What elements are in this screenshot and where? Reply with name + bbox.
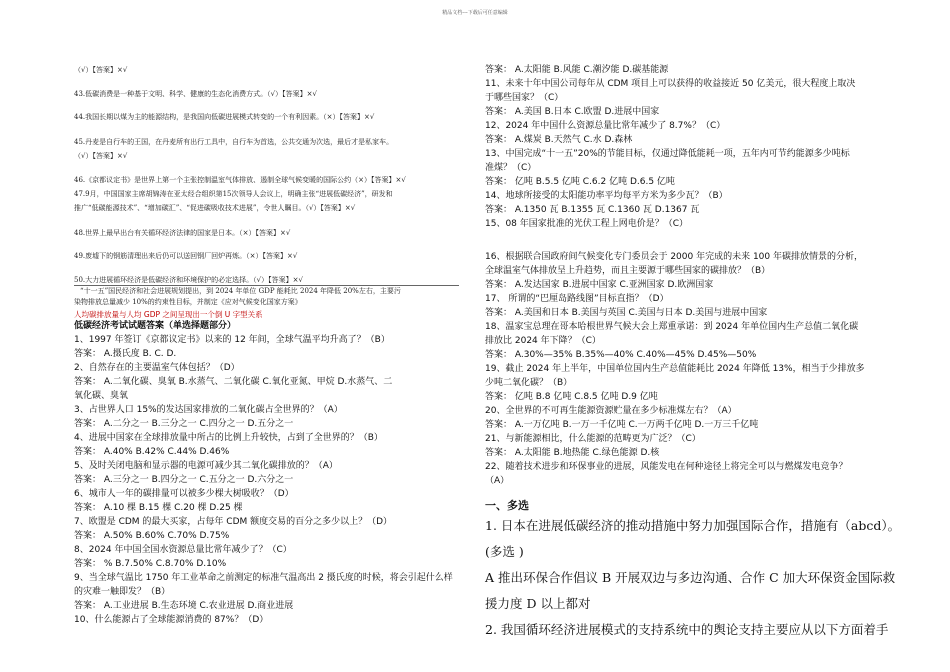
right-line: 答案： A.发达国家 B.进展中国家 C.亚洲国家 D.欧洲国家 — [485, 280, 714, 290]
left-line: 50.大力进展循环经济是低碳经济和环境保护的必定选择。（√）【答案】×√ — [74, 276, 303, 284]
right-line: 12、2024 年中国什么资源总量比常年减少了 8.7%？（C） — [485, 121, 726, 131]
right-line: 14、地球所接受的太阳能功率平均每平方米为多少瓦？（B） — [485, 191, 728, 201]
left-line: 答案： A.二氧化碳、臭氧 B.水蒸气、二氧化碳 C.氧化亚氮、甲烷 D.水蒸气、二 — [74, 377, 393, 387]
right-line: 少吨二氧化碳？（B） — [485, 378, 573, 388]
left-line: 48.世界上最早出台有关循环经济法律的国家是日本。（×）【答案】×√ — [74, 229, 291, 237]
left-line: 推广“低碳能源技术”、“增加碳汇”、“促进碳吸收技术进展”，令世人瞩目。（√）【答案】×√ — [74, 204, 356, 212]
right-line: 20、全世界的不可再生能源资源贮量在多少标准煤左右？（A） — [485, 406, 737, 416]
multi-choice-line: A 推出环保合作倡议 B 开展双边与多边沟通、合作 C 加大环保资金国际救 — [485, 570, 896, 585]
left-line: 2、自然存在的主要温室气体包括？（D） — [74, 363, 240, 373]
section-heading: 一、多选 — [485, 499, 529, 512]
left-line: （√）【答案】×√ — [74, 152, 128, 160]
right-line: 15、08 年国家批准的光伏工程上网电价是？（C） — [485, 219, 689, 229]
multi-choice-line: 1. 日本在进展低碳经济的推动措施中努力加强国际合作，措施有（abcd）。 — [485, 518, 901, 533]
right-column — [475, 0, 950, 672]
multi-choice-line: (多选 ) — [485, 544, 524, 559]
right-line: 答案： A.美国和日本 B.美国与英国 C.美国与日本 D.美国与进展中国家 — [485, 308, 768, 318]
left-line: 1、1997 年签订《京都议定书》以来的 12 年间，全球气温平均升高了？（B） — [74, 335, 390, 345]
left-line: 45.丹麦是自行车的王国，在丹麦所有出行工具中，自行车为首选，公共交通为次选，最后才是私家车。 — [74, 138, 394, 146]
right-line: 19、截止 2024 年上半年，中国单位国内生产总值能耗比 2024 年降低 13%，相当于少排放多 — [485, 364, 865, 374]
multi-choice-line: 2. 我国循环经济进展模式的支持系统中的舆论支持主要应从以下方面着手 — [485, 622, 889, 637]
left-line: 的灾难一触即发？（B） — [74, 587, 171, 597]
left-line: 6、城市人一年的碳排量可以被多少棵大树吸收？（D） — [74, 489, 294, 499]
right-line: 答案： A.太阳能 B.风能 C.潮汐能 D.碳基能源 — [485, 65, 669, 75]
right-line: 答案： A.1350 瓦 B.1355 瓦 C.1360 瓦 D.1367 瓦 — [485, 205, 700, 215]
left-line: 氧化碳、臭氧 — [74, 391, 129, 401]
left-line: 答案： % B.7.50% C.8.70% D.10% — [74, 559, 227, 569]
right-line: 18、温家宝总理在哥本哈根世界气候大会上郑重承诺：到 2024 年单位国内生产总值二氧化碳 — [485, 322, 859, 332]
right-line: 11、未来十年中国公司每年从 CDM 项目上可以获得的收益接近 50 亿美元，很大程度上取决 — [485, 79, 856, 89]
left-line: 47.9月，中国国家主席胡锦涛在亚太经合组织第15次领导人会议上，明确主张“进展低碳经济”，研发和 — [74, 190, 393, 198]
left-line: 答案： A.工业进展 B.生态环境 C.农业进展 D.商业进展 — [74, 601, 294, 611]
left-line: （√）【答案】×√ — [74, 66, 128, 74]
right-line: （A） — [485, 476, 510, 486]
right-line: 排放比 2024 年下降？（C） — [485, 336, 601, 346]
right-line: 21、与新能源相比，什么能源的范畴更为广泛？（C） — [485, 434, 701, 444]
left-line: 46.《京都议定书》是世界上第一个主张控制温室气体排放、遏制全球气候变暖的国际公约（×）【答案】×√ — [74, 176, 406, 184]
left-line: 答案： A.10 棵 B.15 棵 C.20 棵 D.25 棵 — [74, 503, 243, 513]
left-line: 3、占世界人口 15%的发达国家排放的二氧化碳占全世界的？（A） — [74, 405, 343, 415]
left-line: 49.废墟下的钢筋清理出来后仍可以送回钢厂回炉再炼。（×）【答案】×√ — [74, 252, 298, 260]
left-line: 8、2024 年中国全国水资源总量比常年减少了？（C） — [74, 545, 292, 555]
left-line: 5、及时关闭电脑和显示器的电源可减少其二氧化碳排放的？（A） — [74, 461, 338, 471]
right-line: 答案： A.30%—35% B.35%—40% C.40%—45% D.45%—50% — [485, 350, 757, 360]
right-line: 答案： A.煤炭 B.天然气 C.水 D.森林 — [485, 135, 633, 145]
right-line: 准煤？（C） — [485, 163, 537, 173]
right-line: 答案： A.一万亿吨 B.一万一千亿吨 C.一万两千亿吨 D.一万三千亿吨 — [485, 420, 759, 430]
left-line: 人均碳排放量与人均 GDP 之间呈现出一个倒 U 字型关系 — [74, 310, 263, 319]
left-line: 答案： A.50% B.60% C.70% D.75% — [74, 531, 230, 541]
left-line: 低碳经济考试试题答案（单选择题部分） — [74, 321, 237, 331]
left-line: 染物排放总量减少 10%的约束性目标，并制定《应对气候变化国家方案》 — [74, 298, 302, 306]
left-line: 9、当全球气温比 1750 年工业革命之前测定的标准气温高出 2 摄氏度的时候，将会引起什么样 — [74, 573, 453, 583]
left-line: “十一五”国民经济和社会进展规划提出，到 2024 年单位 GDP 能耗比 2024 年降低 20%左右，主要污 — [80, 287, 401, 295]
right-line: 答案： 亿吨 B.8 亿吨 C.8.5 亿吨 D.9 亿吨 — [485, 392, 658, 402]
right-line: 22、随着技术进步和环保事业的进展，风能发电在何种途径上将完全可以与燃煤发电竞争？ — [485, 462, 848, 472]
right-line: 17、 所谓的“巴厘岛路线图”目标直指？（D） — [485, 294, 669, 304]
page-header-note: 精品文档---下载后可任意编辑 — [442, 10, 508, 16]
right-line: 答案： A.太阳能 B.地热能 C.绿色能源 D.核 — [485, 448, 660, 458]
left-line: 10、什么能源占了全球能源消费的 87%？（D） — [74, 615, 269, 625]
right-line: 于哪些国家？（C） — [485, 93, 564, 103]
right-line: 13、中国完成“十一五”20%的节能目标，仅通过降低能耗一项，五年内可节约能源多少吨标 — [485, 149, 850, 159]
divider-line — [74, 285, 459, 286]
right-line: 答案： 亿吨 B.5.5 亿吨 C.6.2 亿吨 D.6.5 亿吨 — [485, 177, 675, 187]
left-line: 43.低碳消费是一种基于文明、科学、健康的生态化消费方式。（√）【答案】×√ — [74, 90, 317, 98]
left-line: 答案： A.二分之一 B.三分之一 C.四分之一 D.五分之一 — [74, 419, 294, 429]
multi-choice-line: 援力度 D 以上都对 — [485, 596, 591, 611]
left-line: 答案： A.40% B.42% C.44% D.46% — [74, 447, 230, 457]
right-line: 16、根据联合国政府间气候变化专门委员会于 2000 年完成的未来 100 年碳排放情景的分析， — [485, 252, 863, 262]
left-line: 44.我国长期以煤为主的能源结构，是我国向低碳进展模式转变的一个有利因素。（×）【答案】×√ — [74, 113, 375, 121]
left-line: 4、进展中国家在全球排放量中所占的比例上升较快，占到了全世界的？（B） — [74, 433, 383, 443]
left-line: 答案： A.摄氏度 B. C. D. — [74, 349, 177, 359]
right-line: 全球温室气体排放呈上升趋势，而且主要源于哪些国家的碳排放？（B） — [485, 266, 771, 276]
left-line: 7、欧盟是 CDM 的最大买家，占每年 CDM 额度交易的百分之多少以上？（D） — [74, 517, 393, 527]
right-line: 答案： A.美国 B.日本 C.欧盟 D.进展中国家 — [485, 107, 660, 117]
left-line: 答案： A.三分之一 B.四分之一 C.五分之一 D.六分之一 — [74, 475, 294, 485]
